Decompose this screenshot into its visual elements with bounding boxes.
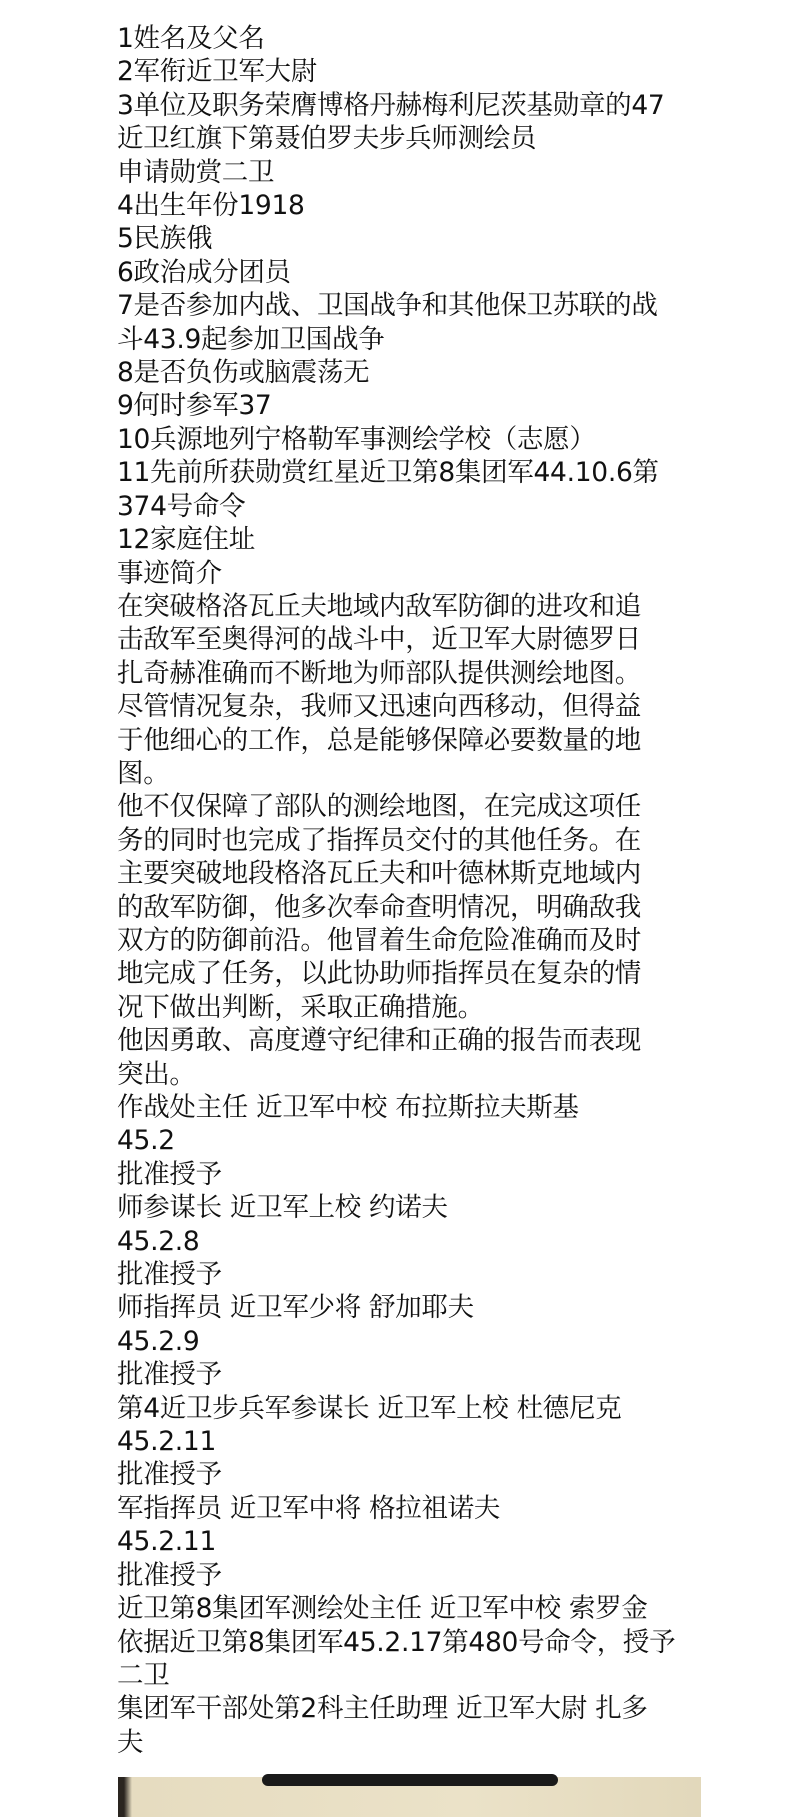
text-line: 双方的防御前沿。他冒着生命危险准确而及时 bbox=[117, 924, 641, 956]
text-line: 二卫 bbox=[117, 1659, 170, 1691]
text-line: 申请勋赏二卫 bbox=[117, 156, 275, 188]
text-line: 批准授予 bbox=[117, 1559, 222, 1591]
text-line: 4出生年份1918 bbox=[117, 190, 305, 222]
text-line: 5民族俄 bbox=[117, 223, 213, 255]
document-text bbox=[117, 22, 717, 1759]
text-line: 扎奇赫准确而不断地为师部队提供测绘地图。 bbox=[117, 657, 641, 689]
text-line: 10兵源地列宁格勒军事测绘学校（志愿） bbox=[117, 423, 596, 455]
text-line: 的敌军防御，他多次奉命查明情况，明确敌我 bbox=[117, 891, 641, 923]
text-line: 他因勇敢、高度遵守纪律和正确的报告而表现 bbox=[117, 1025, 641, 1057]
text-line: 45.2.11 bbox=[117, 1526, 217, 1558]
text-line: 批准授予 bbox=[117, 1158, 222, 1190]
text-line: 主要突破地段格洛瓦丘夫和叶德林斯克地域内 bbox=[117, 858, 641, 890]
scrollbar[interactable] bbox=[262, 1774, 558, 1786]
text-line: 斗43.9起参加卫国战争 bbox=[117, 323, 385, 355]
text-line: 地完成了任务，以此协助师指挥员在复杂的情 bbox=[117, 958, 641, 990]
text-line: 事迹简介 bbox=[117, 557, 222, 589]
text-line: 师指挥员 近卫军少将 舒加耶夫 bbox=[117, 1292, 474, 1324]
text-line: 在突破格洛瓦丘夫地域内敌军防御的进攻和追 bbox=[117, 590, 641, 622]
text-line: 第4近卫步兵军参谋长 近卫军上校 杜德尼克 bbox=[117, 1392, 622, 1424]
text-line: 45.2 bbox=[117, 1125, 175, 1157]
text-line: 批准授予 bbox=[117, 1259, 222, 1291]
text-line: 集团军干部处第2科主任助理 近卫军大尉 扎多 bbox=[117, 1693, 648, 1725]
text-line: 批准授予 bbox=[117, 1359, 222, 1391]
text-line: 击敌军至奥得河的战斗中，近卫军大尉德罗日 bbox=[117, 624, 641, 656]
text-line: 近卫红旗下第聂伯罗夫步兵师测绘员 bbox=[117, 123, 537, 155]
text-line: 11先前所获勋赏红星近卫第8集团军44.10.6第 bbox=[117, 457, 659, 489]
text-line: 7是否参加内战、卫国战争和其他保卫苏联的战 bbox=[117, 290, 658, 322]
text-line: 军指挥员 近卫军中将 格拉祖诺夫 bbox=[117, 1492, 501, 1524]
text-line: 依据近卫第8集团军45.2.17第480号命令，授予 bbox=[117, 1626, 676, 1658]
text-line: 突出。 bbox=[117, 1058, 196, 1090]
text-line: 8是否负伤或脑震荡无 bbox=[117, 357, 370, 389]
text-line: 作战处主任 近卫军中校 布拉斯拉夫斯基 bbox=[117, 1092, 579, 1123]
text-line: 45.2.9 bbox=[117, 1325, 200, 1357]
text-line: 于他细心的工作，总是能够保障必要数量的地 bbox=[117, 724, 641, 756]
text-line: 况下做出判断，采取正确措施。 bbox=[117, 991, 484, 1023]
text-line: 45.2.8 bbox=[117, 1225, 200, 1257]
text-line: 1姓名及父名 bbox=[117, 23, 265, 54]
text-line: 夫 bbox=[117, 1726, 144, 1758]
text-line: 9何时参军37 bbox=[117, 390, 272, 422]
text-line: 3单位及职务荣膺博格丹赫梅利尼茨基勋章的47 bbox=[117, 89, 665, 121]
text-line: 批准授予 bbox=[117, 1459, 222, 1491]
text-line: 务的同时也完成了指挥员交付的其他任务。在 bbox=[117, 824, 641, 856]
text-line: 近卫第8集团军测绘处主任 近卫军中校 索罗金 bbox=[117, 1593, 648, 1625]
text-line: 尽管情况复杂，我师又迅速向西移动，但得益 bbox=[117, 691, 641, 723]
text-line: 12家庭住址 bbox=[117, 524, 255, 556]
text-line: 374号命令 bbox=[117, 490, 246, 522]
text-line: 图。 bbox=[117, 757, 170, 789]
text-line: 师参谋长 近卫军上校 约诺夫 bbox=[117, 1192, 448, 1224]
text-line: 45.2.11 bbox=[117, 1426, 217, 1458]
text-line: 6政治成分团员 bbox=[117, 256, 291, 288]
text-line: 2军衔近卫军大尉 bbox=[117, 56, 317, 88]
text-line: 他不仅保障了部队的测绘地图，在完成这项任 bbox=[117, 791, 641, 823]
